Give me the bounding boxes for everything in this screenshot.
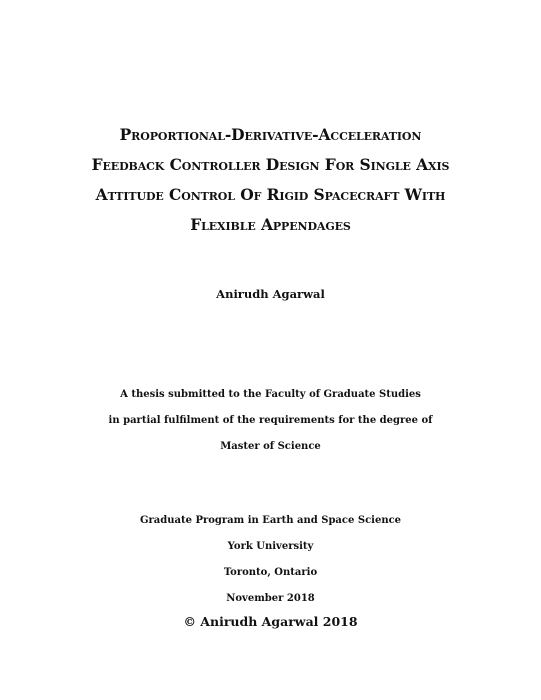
location: Toronto, Ontario (223, 567, 318, 578)
copyright-notice: © Anirudh Agarwal 2018 (183, 614, 358, 629)
thesis-title-line-4: Flexible Appendages (190, 215, 351, 234)
author-name: Anirudh Agarwal (216, 287, 325, 301)
submission-date: November 2018 (226, 593, 315, 604)
university-name: York University (227, 541, 314, 552)
thesis-title (0, 120, 541, 240)
program-details (0, 508, 541, 612)
submission-statement-line-1: A thesis submitted to the Faculty of Graduate Studies (120, 389, 421, 400)
submission-statement-line-2: in partial fulfilment of the requirements for the degree of (108, 415, 433, 426)
degree-name: Master of Science (220, 441, 321, 452)
thesis-title-line-1: Proportional-Derivative-Acceleration (119, 125, 422, 144)
submission-statement (0, 382, 541, 460)
thesis-title-line-3: Attitude Control Of Rigid Spacecraft With (95, 185, 446, 204)
graduate-program: Graduate Program in Earth and Space Science (139, 515, 402, 526)
thesis-title-line-2: Feedback Controller Design For Single Axis (91, 155, 450, 174)
